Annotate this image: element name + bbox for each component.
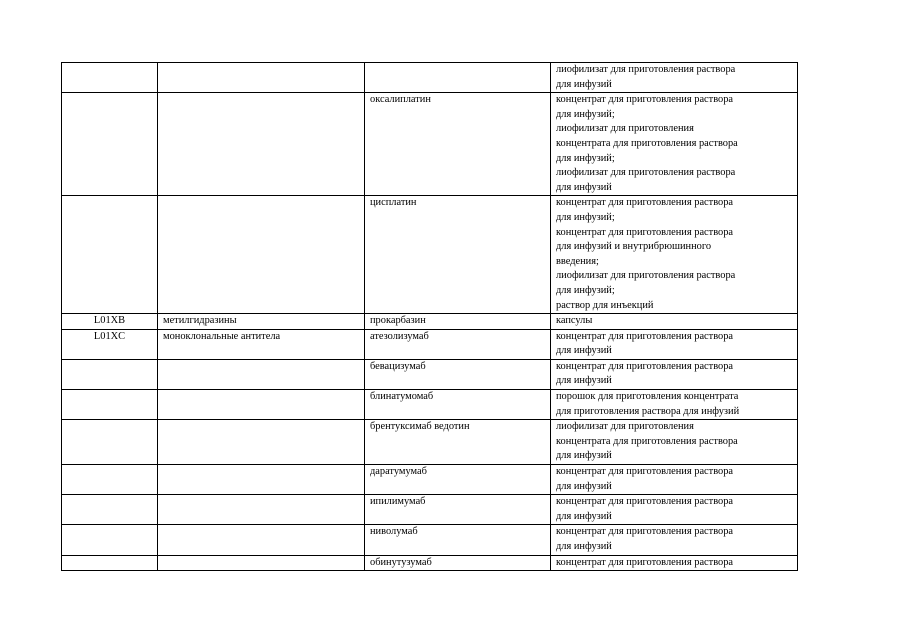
dosage-form-line: для инфузий и внутрибрюшинного [556,241,712,253]
drug-name-cell: брентуксимаб ведотин [365,420,551,465]
table-row [62,63,798,93]
table-row [62,420,798,465]
dosage-form-line: для инфузий; [556,284,615,296]
table-row [62,359,798,389]
dosage-form-line: лиофилизат для приготовления раствора [556,64,736,75]
dosage-forms-cell [551,329,798,359]
table-row [62,93,798,196]
group-name-cell [158,93,365,196]
dosage-forms-cell [551,63,798,93]
atc-code-cell [62,525,158,555]
dosage-form-line: для инфузий [556,541,612,552]
dosage-form-line: концентрата для приготовления раствора [556,137,738,149]
dosage-form-line: для инфузий [556,181,612,193]
dosage-forms-cell [551,555,798,571]
drug-name-cell: цисплатин [365,196,551,314]
dosage-forms-cell [551,93,798,196]
dosage-form-line: концентрата для приготовления раствора [556,435,738,447]
dosage-forms-cell [551,390,798,420]
dosage-form-line: для инфузий [556,375,612,387]
dosage-form-line: концентрат для приготовления раствора [556,466,734,478]
atc-code-cell [62,465,158,495]
group-name-cell [158,525,365,555]
dosage-form-line: для инфузий; [556,211,615,223]
group-name-cell [158,196,365,314]
drug-name-cell: прокарбазин [365,314,551,330]
dosage-form-line: для инфузий; [556,108,615,120]
group-name-cell: моноклональные антитела [158,329,365,359]
atc-code-cell [62,420,158,465]
dosage-form-line: концентрат для приготовления раствора [556,330,734,342]
table-row [62,495,798,525]
dosage-form-line: концентрат для приготовления раствора [556,226,734,238]
group-name-cell [158,555,365,571]
drug-name-cell: атезолизумаб [365,329,551,359]
dosage-form-line: раствор для инъекций [556,299,654,311]
atc-code-cell: L01XB [62,314,158,330]
drug-name-cell: бевацизумаб [365,359,551,389]
table-body [62,63,798,571]
dosage-form-line: концентрат для приготовления раствора [556,556,734,568]
atc-code-cell [62,196,158,314]
dosage-form-line: для инфузий; [556,152,615,164]
dosage-form-line: концентрат для приготовления раствора [556,526,734,538]
atc-code-cell [62,555,158,571]
dosage-form-line: лиофилизат для приготовления [556,123,694,135]
group-name-cell [158,420,365,465]
table-row [62,390,798,420]
group-name-cell [158,390,365,420]
atc-code-cell [62,390,158,420]
dosage-form-line: капсулы [556,315,593,327]
dosage-form-line: для инфузий [556,78,612,90]
table-row [62,314,798,330]
dosage-form-line: концентрат для приготовления раствора [556,197,734,209]
atc-code-cell: L01XC [62,329,158,359]
dosage-form-line: лиофилизат для приготовления раствора [556,167,736,179]
drug-name-cell: ипилимумаб [365,495,551,525]
table-row [62,555,798,571]
group-name-cell [158,359,365,389]
dosage-form-line: для инфузий [556,345,612,357]
dosage-forms-cell [551,420,798,465]
dosage-form-line: для инфузий [556,480,612,492]
group-name-cell [158,63,365,93]
table-row [62,525,798,555]
dosage-form-line: для инфузий [556,510,612,522]
drug-table [61,62,798,571]
atc-code-cell [62,495,158,525]
table-row [62,196,798,314]
dosage-form-line: концентрат для приготовления раствора [556,360,734,372]
dosage-forms-cell [551,196,798,314]
dosage-form-line: для инфузий [556,450,612,462]
drug-name-cell: оксалиплатин [365,93,551,196]
dosage-forms-cell [551,359,798,389]
atc-code-cell [62,359,158,389]
dosage-form-line: лиофилизат для приготовления [556,421,694,433]
dosage-forms-cell [551,525,798,555]
table-row [62,465,798,495]
dosage-forms-cell [551,314,798,330]
dosage-form-line: порошок для приготовления концентрата [556,391,739,403]
dosage-form-line: введения; [556,255,599,267]
dosage-forms-cell [551,495,798,525]
dosage-form-line: для приготовления раствора для инфузий [556,405,740,417]
dosage-form-line: концентрат для приготовления раствора [556,94,734,106]
dosage-forms-cell [551,465,798,495]
drug-name-cell: обинутузумаб [365,555,551,571]
drug-name-cell [365,63,551,93]
drug-name-cell: ниволумаб [365,525,551,555]
table-row [62,329,798,359]
dosage-form-line: концентрат для приготовления раствора [556,496,734,508]
group-name-cell [158,465,365,495]
group-name-cell [158,495,365,525]
group-name-cell: метилгидразины [158,314,365,330]
drug-name-cell: блинатумомаб [365,390,551,420]
atc-code-cell [62,63,158,93]
dosage-form-line: лиофилизат для приготовления раствора [556,270,736,282]
drug-name-cell: даратумумаб [365,465,551,495]
atc-code-cell [62,93,158,196]
